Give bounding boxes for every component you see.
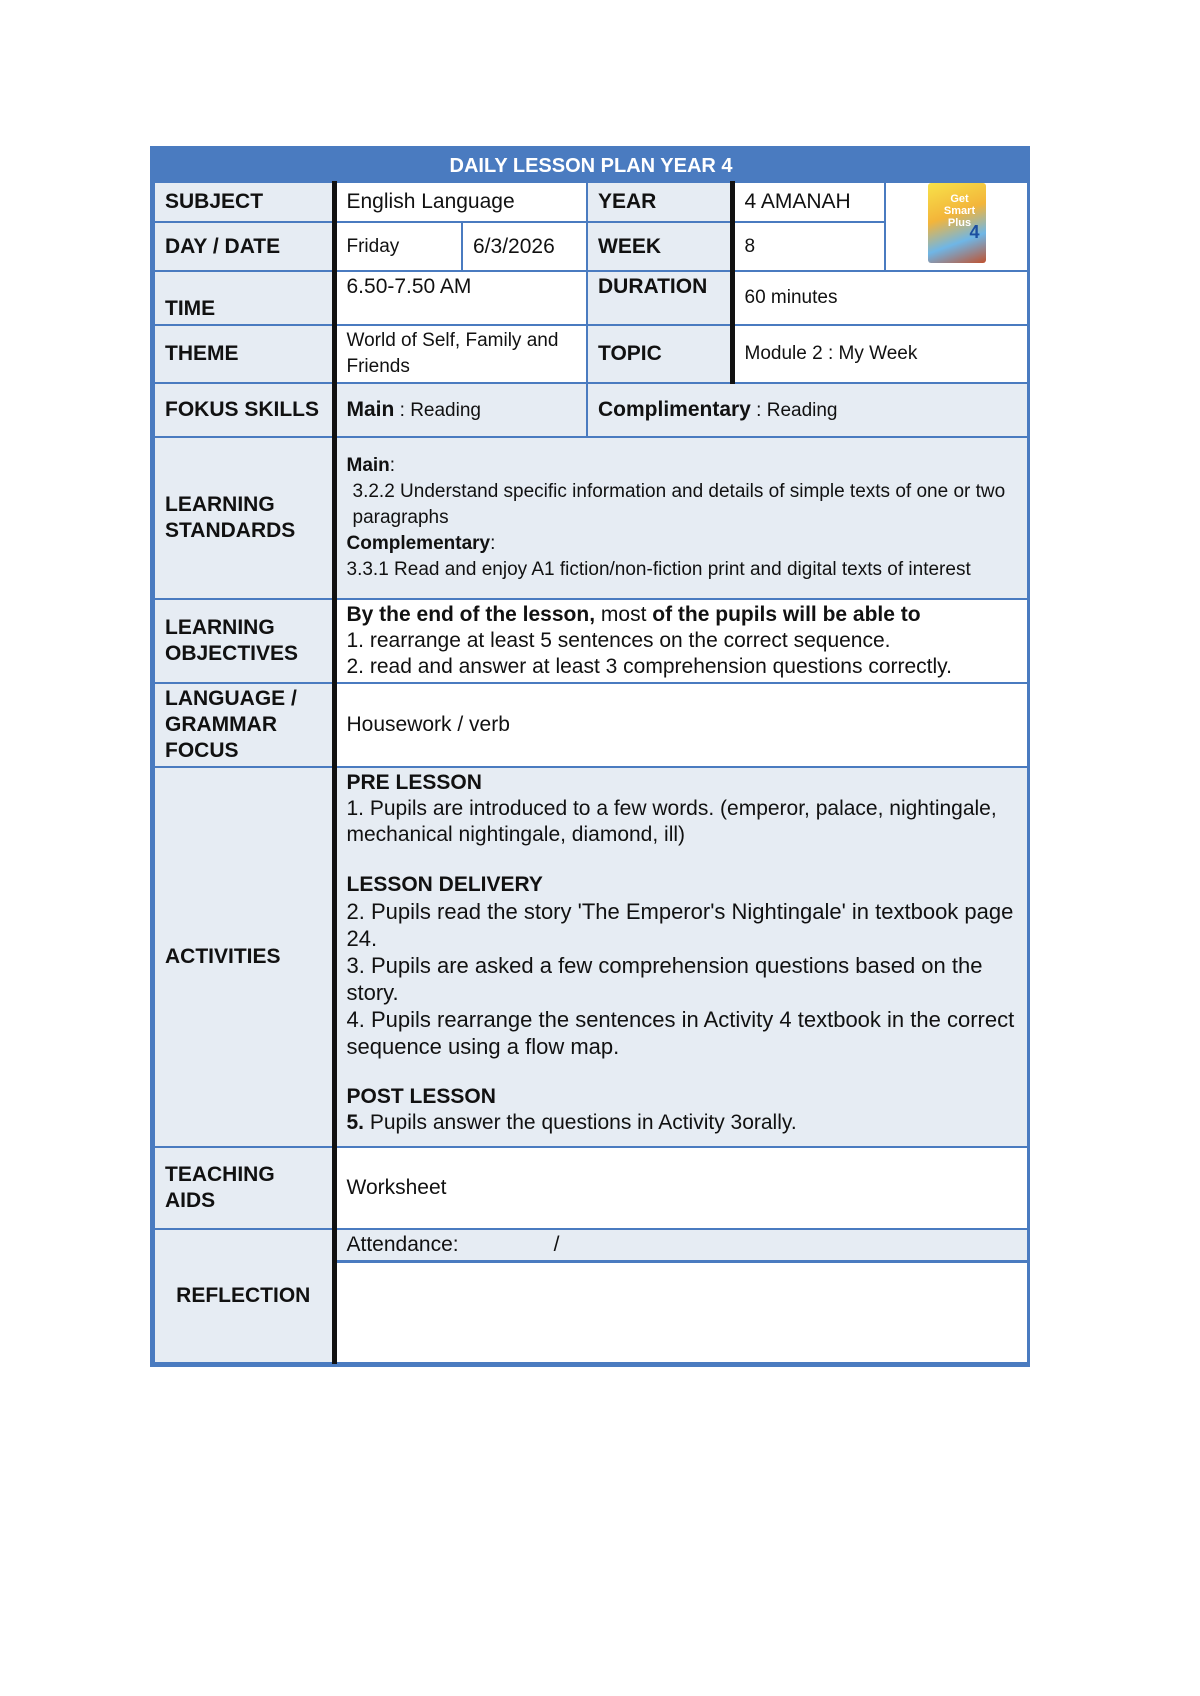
subject-value: English Language [334, 182, 587, 222]
post-lesson-number: 5. [346, 1111, 365, 1134]
skills-main-label: Main [346, 397, 395, 421]
week-value: 8 [732, 222, 885, 271]
standards-label: LEARNING STANDARDS [154, 437, 334, 599]
skills-main [334, 383, 587, 437]
skills-complimentary [587, 383, 1028, 437]
skills-comp-value: Reading [766, 399, 838, 421]
textbook-cover-title: Get Smart Plus [943, 193, 976, 229]
objectives-intro-a: By the end of the lesson, [346, 603, 596, 626]
day-date-label: DAY / DATE [154, 222, 334, 271]
objectives-intro-b: most [600, 603, 647, 626]
subject-label: SUBJECT [154, 182, 334, 222]
year-label: YEAR [587, 182, 732, 222]
grammar-value: Housework / verb [334, 683, 1028, 767]
objective-item: 2. read and answer at least 3 comprehension questions correctly. [346, 655, 952, 678]
time-label: TIME [154, 271, 334, 325]
standards-main-label: Main [346, 455, 390, 476]
attendance-label: Attendance: [346, 1233, 459, 1256]
lesson-delivery-heading: LESSON DELIVERY [346, 873, 543, 896]
activity-item: 3. Pupils are asked a few comprehension questions based on the story. [346, 953, 983, 1005]
textbook-cover-number: 4 [969, 222, 980, 242]
theme-value: World of Self, Family and Friends [334, 325, 587, 383]
objective-item: 1. rearrange at least 5 sentences on the correct sequence. [346, 629, 891, 652]
aids-value: Worksheet [334, 1147, 1028, 1229]
standards-main-text: 3.2.2 Understand specific information and details of simple texts of one or two paragraphs [352, 481, 1006, 528]
post-lesson-heading: POST LESSON [346, 1085, 496, 1108]
activity-item: 2. Pupils read the story 'The Emperor's Nightingale' in textbook page 24. [346, 899, 1014, 951]
reflection-content [334, 1229, 1028, 1363]
skills-comp-sep: : [750, 399, 767, 421]
topic-value: Module 2 : My Week [732, 325, 1028, 383]
objectives-label: LEARNING OBJECTIVES [154, 599, 334, 683]
theme-label: THEME [154, 325, 334, 383]
activity-item: 1. Pupils are introduced to a few words. (emperor, palace, nightingale, mechanical nightingale, diamond, ill) [346, 797, 997, 846]
textbook-cover [885, 182, 1028, 271]
standards-comp-sep: : [490, 533, 496, 554]
standards-comp-label: Complementary [346, 533, 491, 554]
activities-content [334, 767, 1028, 1147]
skills-main-value: Reading [410, 399, 481, 421]
activity-item [347, 1110, 1018, 1136]
duration-value: 60 minutes [732, 271, 1028, 325]
page-title: DAILY LESSON PLAN YEAR 4 [154, 150, 1028, 182]
time-value: 6.50-7.50 AM [334, 271, 587, 325]
standards-main-sep: : [389, 455, 396, 476]
skills-main-sep: : [394, 399, 411, 421]
skills-comp-label: Complimentary [598, 397, 751, 421]
aids-label: TEACHING AIDS [154, 1147, 334, 1229]
skills-label: FOKUS SKILLS [154, 383, 334, 437]
standards-comp-text: 3.3.1 Read and enjoy A1 fiction/non-fiction print and digital texts of interest [346, 559, 971, 580]
objectives-content [334, 599, 1028, 683]
duration-label: DURATION [587, 271, 732, 325]
attendance-line [337, 1230, 1028, 1263]
day-value: Friday [334, 222, 462, 271]
objectives-intro-c: of the pupils will be able to [652, 603, 921, 626]
date-value: 6/3/2026 [462, 222, 587, 271]
topic-label: TOPIC [587, 325, 732, 383]
grammar-label: LANGUAGE / GRAMMAR FOCUS [154, 683, 334, 767]
pre-lesson-heading: PRE LESSON [346, 771, 482, 794]
post-lesson-text: Pupils answer the questions in Activity 3orally. [364, 1111, 797, 1134]
reflection-label: REFLECTION [154, 1229, 334, 1363]
attendance-separator: / [553, 1233, 560, 1256]
activity-item: 4. Pupils rearrange the sentences in Activity 4 textbook in the correct sequence using a flow map. [346, 1007, 1015, 1059]
week-label: WEEK [587, 222, 732, 271]
year-value: 4 AMANAH [732, 182, 885, 222]
activities-label: ACTIVITIES [154, 767, 334, 1147]
lesson-plan-table [150, 146, 1030, 1367]
standards-content [334, 437, 1028, 599]
textbook-cover-image [928, 183, 986, 263]
